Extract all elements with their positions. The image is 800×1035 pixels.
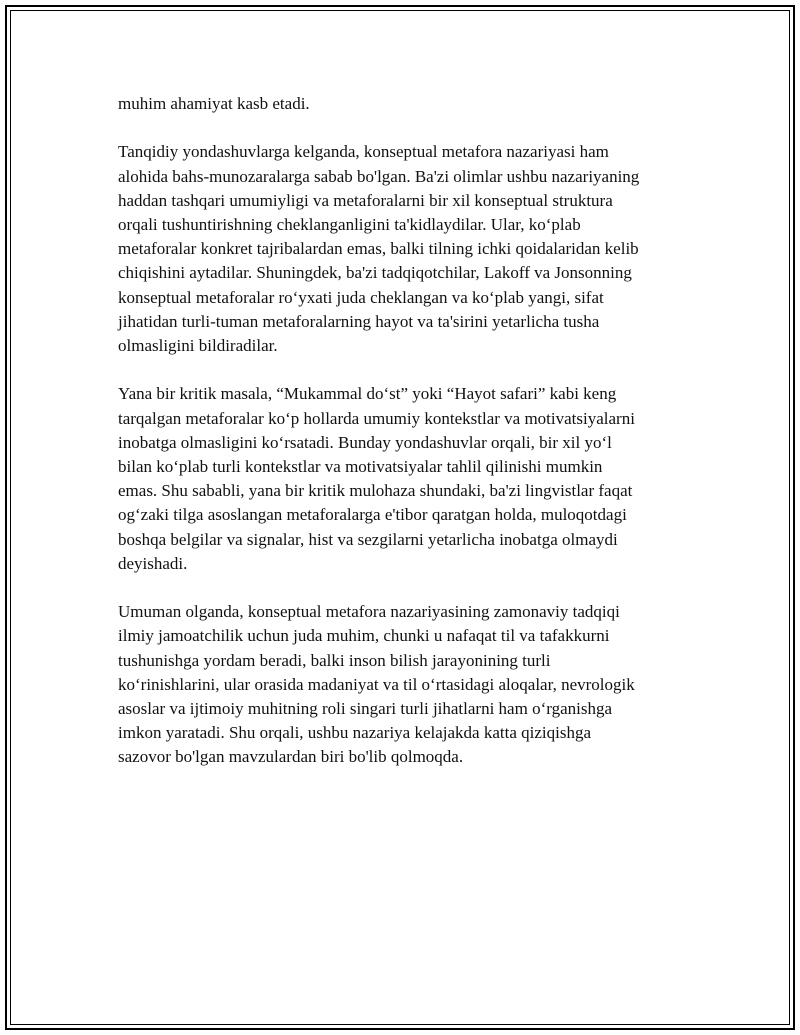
text-line: Tanqidiy yondashuvlarga kelganda, konseptual metafora nazariyasi ham — [118, 142, 609, 162]
paragraph-3 — [118, 382, 698, 576]
text-line: Yana bir kritik masala, “Mukammal do‘st” yoki “Hayot safari” kabi keng — [118, 384, 617, 404]
text-line: bilan ko‘plab turli kontekstlar va motivatsiyalar tahlil qilinishi mumkin — [118, 457, 603, 477]
text-line: Umuman olganda, konseptual metafora nazariyasining zamonaviy tadqiqi — [118, 602, 620, 622]
text-line: imkon yaratadi. Shu orqali, ushbu nazariya kelajakda katta qiziqishga — [118, 723, 592, 743]
text-line: alohida bahs-munozaralarga sabab bo'lgan. Ba'zi olimlar ushbu nazariyaning — [118, 166, 640, 186]
text-line: og‘zaki tilga asoslangan metaforalarga e'tibor qaratgan holda, muloqotdagi — [118, 505, 627, 525]
text-line: tushunishga yordam beradi, balki inson bilish jarayonining turli — [118, 650, 551, 670]
text-line: muhim ahamiyat kasb etadi. — [118, 94, 310, 113]
paragraph-2 — [118, 140, 698, 358]
document-body — [118, 92, 698, 794]
text-line: tarqalgan metaforalar ko‘p hollarda umumiy kontekstlar va motivatsiyalarni — [118, 408, 635, 428]
text-line: boshqa belgilar va signalar, hist va sezgilarni yetarlicha inobatga olmaydi — [118, 529, 618, 549]
text-line: haddan tashqari umumiyligi va metaforalarni bir xil konseptual struktura — [118, 190, 613, 210]
text-line: orqali tushuntirishning cheklanganligini ta'kidlaydilar. Ular, ko‘plab — [118, 215, 581, 234]
text-line: chiqishini aytadilar. Shuningdek, ba'zi tadqiqotchilar, Lakoff va Jonsonning — [118, 263, 632, 283]
text-line: olmasligini bildiradilar. — [118, 336, 278, 356]
paragraph-1 — [118, 92, 698, 116]
text-line: inobatga olmasligini ko‘rsatadi. Bunday yondashuvlar orqali, bir xil yo‘l — [118, 432, 612, 452]
text-line: metaforalar konkret tajribalardan emas, balki tilning ichki qoidalaridan kelib — [118, 239, 639, 259]
text-line: deyishadi. — [118, 553, 188, 573]
paragraph-4 — [118, 600, 698, 769]
text-line: ilmiy jamoatchilik uchun juda muhim, chunki u nafaqat til va tafakkurni — [118, 626, 610, 646]
text-line: asoslar va ijtimoiy muhitning roli singari turli jihatlarni ham o‘rganishga — [118, 699, 613, 719]
text-line: konseptual metaforalar ro‘yxati juda cheklangan va ko‘plab yangi, sifat — [118, 287, 604, 307]
text-line: sazovor bo'lgan mavzulardan biri bo'lib qolmoqda. — [118, 747, 464, 767]
text-line: jihatidan turli-tuman metaforalarning hayot va ta'sirini yetarlicha tusha — [118, 311, 600, 331]
text-line: ko‘rinishlarini, ular orasida madaniyat va til o‘rtasidagi aloqalar, nevrologik — [118, 674, 635, 694]
text-line: emas. Shu sababli, yana bir kritik mulohaza shundaki, ba'zi lingvistlar faqat — [118, 481, 633, 501]
